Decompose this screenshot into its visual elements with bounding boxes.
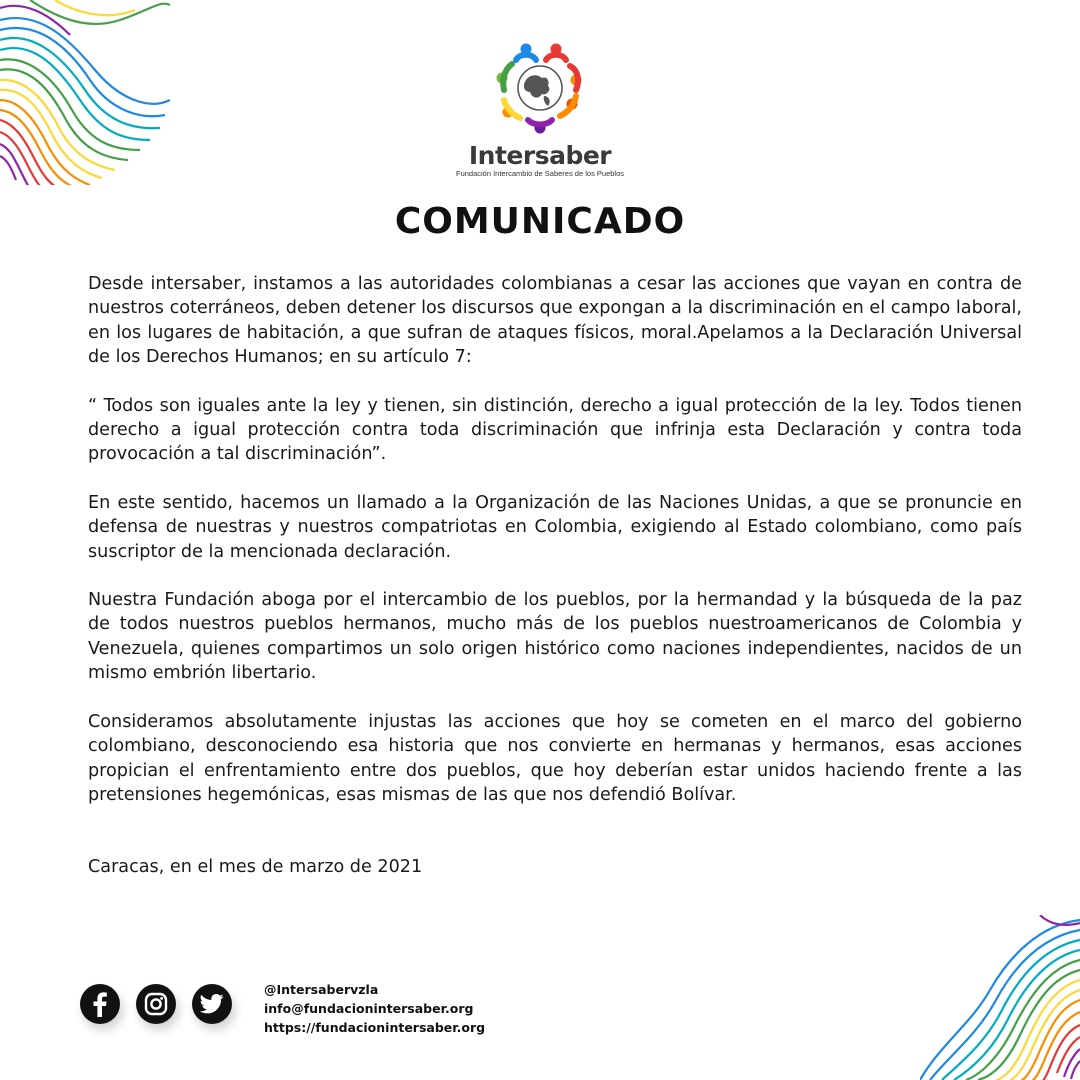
- social-links: [80, 984, 232, 1024]
- brand-tagline: Fundación Intercambio de Saberes de los Pueblos: [455, 169, 625, 178]
- paragraph: Nuestra Fundación aboga por el intercambio de los pueblos, por la hermandad y la búsqueda de la paz de todos nuestros pueblos hermanos, mucho más de los pueblos nuestroamericanos de Colombia y Venezuela, quienes compartimos un solo origen histórico como naciones independientes, nacidos de un mismo embrión libertario.: [88, 590, 1022, 684]
- globe-people-icon: [490, 40, 590, 136]
- corner-waves-top-left: [0, 0, 170, 185]
- instagram-icon[interactable]: [136, 984, 176, 1024]
- page-title: COMUNICADO: [394, 201, 686, 242]
- twitter-icon[interactable]: [192, 984, 232, 1024]
- brand-logo: [440, 40, 640, 178]
- contact-info: [264, 980, 485, 1037]
- facebook-icon[interactable]: [80, 984, 120, 1024]
- corner-waves-bottom-right: [920, 915, 1080, 1080]
- social-handle[interactable]: @Intersabervzla: [264, 982, 379, 997]
- paragraph: “ Todos son iguales ante la ley y tienen, sin distinción, derecho a igual protección de la ley. Todos tienen derecho a igual protección contra toda discriminación que infrinja esta Declaración y contra toda provocación a tal discriminación”.: [88, 395, 1022, 465]
- paragraph: Desde intersaber, instamos a las autoridades colombianas a cesar las acciones que vayan en contra de nuestros coterráneos, deben detener los discursos que expongan a la discriminación en el campo laboral, en los lugares de habitación, a que sufran de ataques físicos, moral.Apelamos a la Declaración Universal de los Derechos Humanos; en su artículo 7:: [88, 274, 1022, 368]
- website-link[interactable]: https://fundacionintersaber.org: [264, 1020, 486, 1035]
- place-date: Caracas, en el mes de marzo de 2021: [88, 857, 423, 878]
- paragraph: En este sentido, hacemos un llamado a la Organización de las Naciones Unidas, a que se pronuncie en defensa de nuestras y nuestros compatriotas en Colombia, exigiendo al Estado colombiano, como país suscriptor de la mencionada declaración.: [88, 492, 1022, 562]
- email-link[interactable]: info@fundacionintersaber.org: [264, 1001, 474, 1016]
- paragraph: Consideramos absolutamente injustas las acciones que hoy se cometen en el marco del gobierno colombiano, desconociendo esa historia que nos convierte en hermanas y hermanos, esas acciones propician el enfrentamiento entre dos pueblos, que hoy deberían estar unidos haciendo frente a las pretensiones hegemónicas, esas mismas de las que nos defendió Bolívar.: [88, 711, 1022, 805]
- statement-body: [88, 272, 1022, 904]
- brand-name: Intersaber: [468, 141, 612, 170]
